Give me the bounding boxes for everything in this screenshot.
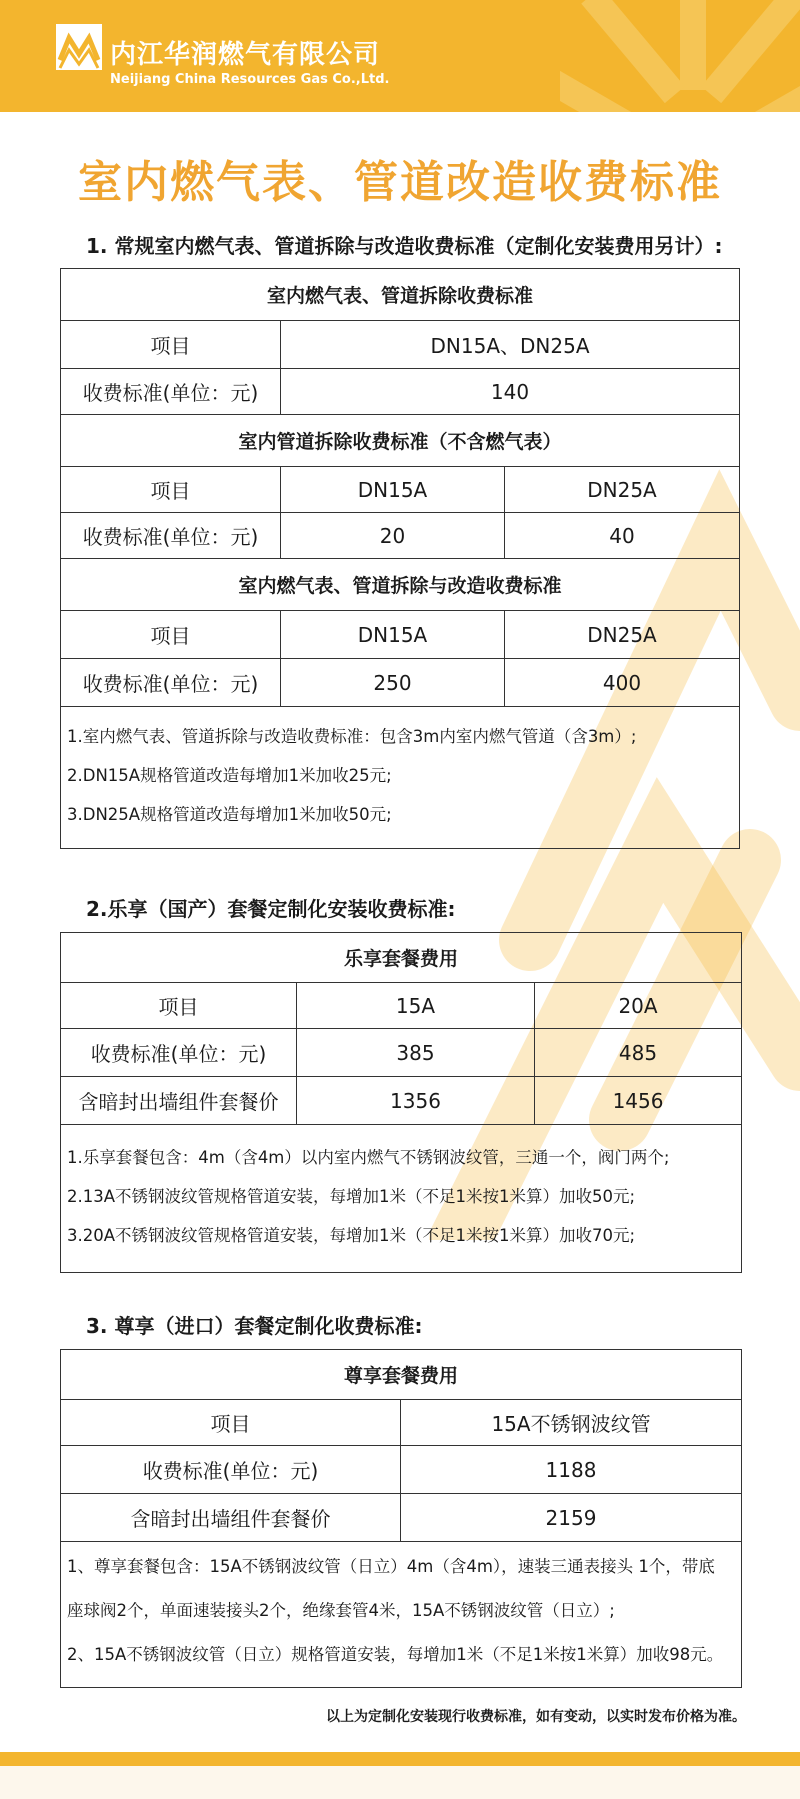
row-label-item: 项目: [61, 611, 281, 659]
section1-notes: [61, 707, 740, 849]
spec-cell: 15A: [297, 983, 535, 1029]
note-item: 3.DN25A规格管道改造每增加1米加收50元;: [67, 805, 392, 824]
row-label-fee: 收费标准(单位：元): [61, 659, 281, 707]
note-item: 座球阀2个，单面速装接头2个，绝缘套管4米，15A不锈钢波纹管（日立）;: [67, 1600, 615, 1620]
row-label-fee: 收费标准(单位：元): [61, 369, 281, 415]
fee-cell: 485: [535, 1029, 742, 1077]
section1-title: 1. 常规室内燃气表、管道拆除与改造收费标准（定制化安装费用另计）:: [86, 234, 723, 258]
row-label-package: 含暗封出墙组件套餐价: [61, 1077, 297, 1125]
fee-cell: 140: [281, 369, 740, 415]
fee-cell: 20: [281, 513, 505, 559]
block1-heading: 室内燃气表、管道拆除收费标准: [61, 269, 740, 321]
row-label-fee: 收费标准(单位：元): [61, 1446, 401, 1494]
brand-name-en: Neijiang China Resources Gas Co.,Ltd.: [110, 72, 390, 87]
package-price-cell: 1456: [535, 1077, 742, 1125]
spec-cell: DN15A: [281, 467, 505, 513]
block2-heading: 室内管道拆除收费标准（不含燃气表）: [61, 415, 740, 467]
note-item: 1.乐享套餐包含：4m（含4m）以内室内燃气不锈钢波纹管，三通一个，阀门两个;: [67, 1148, 670, 1167]
footer-bar: [0, 1752, 800, 1766]
spec-cell: DN25A: [505, 467, 740, 513]
section1-table: [60, 268, 740, 849]
footnote: 以上为定制化安装现行收费标准，如有变动，以实时发布价格为准。: [326, 1709, 746, 1725]
decorative-pattern-icon: [560, 0, 800, 112]
block3-heading: 室内燃气表、管道拆除与改造收费标准: [61, 559, 740, 611]
note-item: 1、尊享套餐包含：15A不锈钢波纹管（日立）4m（含4m），速装三通表接头 1个，带底: [67, 1556, 715, 1576]
section2-table: [60, 932, 742, 1273]
section2-heading: 乐享套餐费用: [61, 933, 742, 983]
header-banner: [0, 0, 800, 112]
row-label-item: 项目: [61, 983, 297, 1029]
row-label-item: 项目: [61, 321, 281, 369]
footer-background: [0, 1766, 800, 1799]
row-label-item: 项目: [61, 1400, 401, 1446]
row-label-package: 含暗封出墙组件套餐价: [61, 1494, 401, 1542]
note-item: 1.室内燃气表、管道拆除与改造收费标准：包含3m内室内燃气管道（含3m）;: [67, 727, 637, 746]
note-item: 3.20A不锈钢波纹管规格管道安装，每增加1米（不足1米按1米算）加收70元;: [67, 1226, 636, 1245]
fee-cell: 40: [505, 513, 740, 559]
fee-cell: 250: [281, 659, 505, 707]
spec-cell: DN15A: [281, 611, 505, 659]
section3-notes: [61, 1542, 742, 1688]
package-price-cell: 2159: [401, 1494, 742, 1542]
fee-cell: 1188: [401, 1446, 742, 1494]
logo-icon: [56, 24, 102, 70]
spec-cell: 20A: [535, 983, 742, 1029]
section3-table: [60, 1349, 742, 1688]
note-item: 2.DN15A规格管道改造每增加1米加收25元;: [67, 766, 392, 785]
package-price-cell: 1356: [297, 1077, 535, 1125]
row-label-item: 项目: [61, 467, 281, 513]
fee-cell: 385: [297, 1029, 535, 1077]
fee-cell: 400: [505, 659, 740, 707]
brand-name-cn: 内江华润燃气有限公司: [110, 40, 381, 70]
row-label-fee: 收费标准(单位：元): [61, 1029, 297, 1077]
section2-title: 2.乐享（国产）套餐定制化安装收费标准:: [86, 897, 456, 921]
page-title: 室内燃气表、管道改造收费标准: [78, 157, 722, 208]
spec-cell: 15A不锈钢波纹管: [401, 1400, 742, 1446]
spec-cell: DN15A、DN25A: [281, 321, 740, 369]
row-label-fee: 收费标准(单位：元): [61, 513, 281, 559]
spec-cell: DN25A: [505, 611, 740, 659]
section2-notes: [61, 1125, 742, 1273]
section3-title: 3. 尊享（进口）套餐定制化收费标准:: [86, 1314, 423, 1338]
note-item: 2、15A不锈钢波纹管（日立）规格管道安装，每增加1米（不足1米按1米算）加收98元。: [67, 1644, 724, 1664]
note-item: 2.13A不锈钢波纹管规格管道安装，每增加1米（不足1米按1米算）加收50元;: [67, 1187, 636, 1206]
section3-heading: 尊享套餐费用: [61, 1350, 742, 1400]
